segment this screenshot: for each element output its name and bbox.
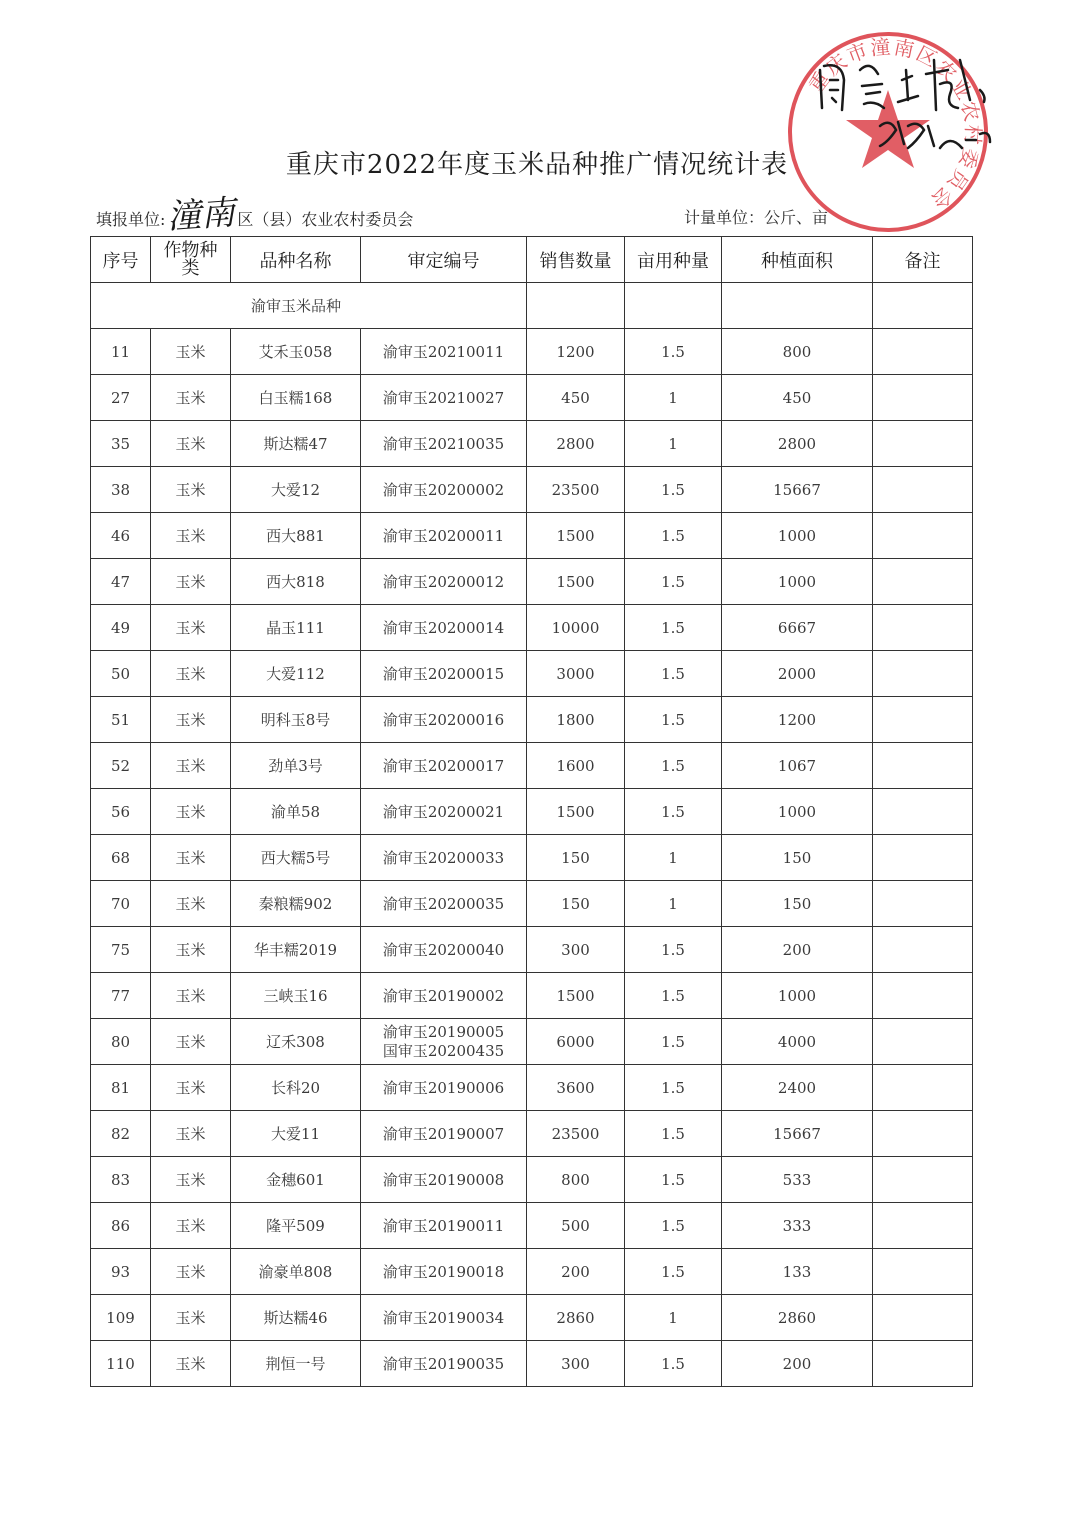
cell-crop: 玉米 <box>151 973 231 1019</box>
cell-code: 渝审玉20210011 <box>361 329 527 375</box>
cell-note <box>873 513 973 559</box>
cell-area: 1000 <box>722 973 873 1019</box>
cell-sales: 2800 <box>527 421 625 467</box>
cell-variety: 渝豪单808 <box>231 1249 361 1295</box>
cell-variety: 斯达糯47 <box>231 421 361 467</box>
cell-no: 47 <box>91 559 151 605</box>
cell-sales: 2860 <box>527 1295 625 1341</box>
cell-note <box>873 927 973 973</box>
cell-area: 4000 <box>722 1019 873 1065</box>
table-header-row <box>91 237 973 283</box>
cell-variety: 隆平509 <box>231 1203 361 1249</box>
cell-code: 渝审玉20200021 <box>361 789 527 835</box>
cell-seed-per-mu: 1 <box>625 835 722 881</box>
cell-crop: 玉米 <box>151 605 231 651</box>
cell-code <box>361 1019 527 1065</box>
cell-note <box>873 329 973 375</box>
cell-seed-per-mu: 1.5 <box>625 1249 722 1295</box>
cell-seed-per-mu: 1 <box>625 1295 722 1341</box>
cell-crop: 玉米 <box>151 697 231 743</box>
cell-code: 渝审玉20190006 <box>361 1065 527 1111</box>
cell-sales: 23500 <box>527 1111 625 1157</box>
cell-seed-per-mu: 1.5 <box>625 1019 722 1065</box>
cell-no: 83 <box>91 1157 151 1203</box>
statistics-table <box>90 236 973 1387</box>
cell-area: 1000 <box>722 789 873 835</box>
cell-note <box>873 1341 973 1387</box>
cell-code: 渝审玉20190008 <box>361 1157 527 1203</box>
cell-area: 133 <box>722 1249 873 1295</box>
cell-note <box>873 1157 973 1203</box>
cell-variety: 西大818 <box>231 559 361 605</box>
cell-sales: 1500 <box>527 559 625 605</box>
cell-sales: 23500 <box>527 467 625 513</box>
cell-no: 27 <box>91 375 151 421</box>
cell-area: 1200 <box>722 697 873 743</box>
table-row <box>91 559 973 605</box>
cell-code: 渝审玉20200017 <box>361 743 527 789</box>
cell-crop: 玉米 <box>151 743 231 789</box>
cell-sales: 1500 <box>527 513 625 559</box>
table-cell <box>625 283 722 329</box>
cell-area: 150 <box>722 881 873 927</box>
cell-area: 1000 <box>722 513 873 559</box>
cell-area: 200 <box>722 1341 873 1387</box>
measure-unit: 计量单位：公斤、亩 <box>684 208 829 227</box>
cell-sales: 1500 <box>527 789 625 835</box>
cell-area: 1067 <box>722 743 873 789</box>
report-unit-suffix: 区（县）农业农村委员会 <box>237 210 414 229</box>
cell-note <box>873 789 973 835</box>
cell-area: 200 <box>722 927 873 973</box>
cell-note <box>873 1019 973 1065</box>
report-unit-label: 填报单位: <box>96 210 166 229</box>
cell-no: 81 <box>91 1065 151 1111</box>
cell-no: 50 <box>91 651 151 697</box>
cell-code: 渝审玉20210027 <box>361 375 527 421</box>
cell-code-line: 国审玉20200435 <box>382 1041 505 1060</box>
cell-code: 渝审玉20200014 <box>361 605 527 651</box>
table-row <box>91 789 973 835</box>
cell-crop: 玉米 <box>151 329 231 375</box>
cell-sales: 800 <box>527 1157 625 1203</box>
cell-code-line: 渝审玉20190005 <box>382 1022 505 1041</box>
cell-seed-per-mu: 1.5 <box>625 1065 722 1111</box>
cell-sales: 6000 <box>527 1019 625 1065</box>
cell-area: 2800 <box>722 421 873 467</box>
cell-variety: 艾禾玉058 <box>231 329 361 375</box>
cell-sales: 200 <box>527 1249 625 1295</box>
cell-note <box>873 467 973 513</box>
cell-area: 1000 <box>722 559 873 605</box>
cell-crop: 玉米 <box>151 375 231 421</box>
cell-no: 38 <box>91 467 151 513</box>
table-row <box>91 927 973 973</box>
cell-variety: 辽禾308 <box>231 1019 361 1065</box>
cell-seed-per-mu: 1.5 <box>625 329 722 375</box>
cell-crop: 玉米 <box>151 1295 231 1341</box>
cell-area: 6667 <box>722 605 873 651</box>
header-seed-per-mu: 亩用种量 <box>625 237 722 283</box>
cell-seed-per-mu: 1.5 <box>625 1157 722 1203</box>
cell-variety: 长科20 <box>231 1065 361 1111</box>
cell-no: 86 <box>91 1203 151 1249</box>
cell-code: 渝审玉20190007 <box>361 1111 527 1157</box>
section-label: 渝审玉米品种 <box>91 283 527 329</box>
cell-sales: 1200 <box>527 329 625 375</box>
cell-note <box>873 1111 973 1157</box>
cell-code: 渝审玉20190011 <box>361 1203 527 1249</box>
cell-sales: 1500 <box>527 973 625 1019</box>
cell-no: 51 <box>91 697 151 743</box>
cell-crop: 玉米 <box>151 927 231 973</box>
cell-variety: 晶玉111 <box>231 605 361 651</box>
cell-variety: 荆恒一号 <box>231 1341 361 1387</box>
table-row <box>91 375 973 421</box>
cell-crop: 玉米 <box>151 835 231 881</box>
table-row <box>91 605 973 651</box>
cell-no: 52 <box>91 743 151 789</box>
cell-variety: 大爱11 <box>231 1111 361 1157</box>
cell-crop: 玉米 <box>151 421 231 467</box>
cell-crop: 玉米 <box>151 513 231 559</box>
cell-seed-per-mu: 1.5 <box>625 1341 722 1387</box>
cell-note <box>873 421 973 467</box>
cell-variety: 大爱12 <box>231 467 361 513</box>
table-row <box>91 1295 973 1341</box>
cell-no: 68 <box>91 835 151 881</box>
cell-no: 35 <box>91 421 151 467</box>
table-row <box>91 697 973 743</box>
cell-area: 2860 <box>722 1295 873 1341</box>
cell-no: 75 <box>91 927 151 973</box>
cell-sales: 3600 <box>527 1065 625 1111</box>
cell-area: 333 <box>722 1203 873 1249</box>
cell-seed-per-mu: 1.5 <box>625 559 722 605</box>
cell-no: 56 <box>91 789 151 835</box>
cell-sales: 150 <box>527 881 625 927</box>
cell-code: 渝审玉20200016 <box>361 697 527 743</box>
cell-sales: 300 <box>527 1341 625 1387</box>
cell-code: 渝审玉20200012 <box>361 559 527 605</box>
table-row <box>91 835 973 881</box>
table-row <box>91 467 973 513</box>
cell-code: 渝审玉20200033 <box>361 835 527 881</box>
table-row <box>91 743 973 789</box>
cell-no: 109 <box>91 1295 151 1341</box>
cell-variety: 金穗601 <box>231 1157 361 1203</box>
cell-variety: 大爱112 <box>231 651 361 697</box>
header-no: 序号 <box>91 237 151 283</box>
table-row <box>91 1019 973 1065</box>
table-row <box>91 513 973 559</box>
cell-crop: 玉米 <box>151 1157 231 1203</box>
cell-crop: 玉米 <box>151 467 231 513</box>
cell-note <box>873 1249 973 1295</box>
cell-note <box>873 651 973 697</box>
table-row <box>91 1157 973 1203</box>
cell-seed-per-mu: 1.5 <box>625 697 722 743</box>
cell-seed-per-mu: 1.5 <box>625 513 722 559</box>
cell-note <box>873 1065 973 1111</box>
cell-seed-per-mu: 1.5 <box>625 605 722 651</box>
cell-variety: 劲单3号 <box>231 743 361 789</box>
cell-crop: 玉米 <box>151 1203 231 1249</box>
cell-area: 533 <box>722 1157 873 1203</box>
table-row <box>91 1065 973 1111</box>
header-note: 备注 <box>873 237 973 283</box>
cell-code: 渝审玉20190018 <box>361 1249 527 1295</box>
cell-code: 渝审玉20200011 <box>361 513 527 559</box>
cell-crop: 玉米 <box>151 1341 231 1387</box>
table-row <box>91 1111 973 1157</box>
cell-no: 110 <box>91 1341 151 1387</box>
table-row <box>91 973 973 1019</box>
cell-crop: 玉米 <box>151 651 231 697</box>
cell-seed-per-mu: 1 <box>625 375 722 421</box>
cell-area: 15667 <box>722 1111 873 1157</box>
cell-area: 800 <box>722 329 873 375</box>
header-code: 审定编号 <box>361 237 527 283</box>
table-row <box>91 1203 973 1249</box>
cell-seed-per-mu: 1.5 <box>625 743 722 789</box>
cell-code: 渝审玉20200002 <box>361 467 527 513</box>
cell-no: 77 <box>91 973 151 1019</box>
cell-sales: 3000 <box>527 651 625 697</box>
header-area: 种植面积 <box>722 237 873 283</box>
table-row <box>91 1341 973 1387</box>
cell-crop: 玉米 <box>151 559 231 605</box>
section-row <box>91 283 973 329</box>
table-cell <box>527 283 625 329</box>
cell-note <box>873 973 973 1019</box>
cell-seed-per-mu: 1.5 <box>625 651 722 697</box>
cell-code: 渝审玉20200040 <box>361 927 527 973</box>
cell-no: 49 <box>91 605 151 651</box>
cell-note <box>873 375 973 421</box>
cell-note <box>873 1203 973 1249</box>
cell-note <box>873 881 973 927</box>
cell-variety: 明科玉8号 <box>231 697 361 743</box>
cell-code: 渝审玉20190002 <box>361 973 527 1019</box>
cell-crop: 玉米 <box>151 789 231 835</box>
cell-sales: 150 <box>527 835 625 881</box>
cell-variety: 西大糯5号 <box>231 835 361 881</box>
seal-text: 重庆市潼南区农业农村委员会 <box>803 34 986 215</box>
cell-variety: 白玉糯168 <box>231 375 361 421</box>
cell-no: 46 <box>91 513 151 559</box>
cell-no: 93 <box>91 1249 151 1295</box>
cell-variety: 华丰糯2019 <box>231 927 361 973</box>
cell-code: 渝审玉20200035 <box>361 881 527 927</box>
page-title: 重庆市2022年度玉米品种推广情况统计表 <box>285 150 789 180</box>
report-unit <box>96 192 414 238</box>
cell-seed-per-mu: 1.5 <box>625 789 722 835</box>
cell-crop: 玉米 <box>151 1111 231 1157</box>
table-row <box>91 329 973 375</box>
cell-area: 15667 <box>722 467 873 513</box>
header-variety: 品种名称 <box>231 237 361 283</box>
cell-sales: 300 <box>527 927 625 973</box>
table-cell <box>873 283 973 329</box>
cell-crop: 玉米 <box>151 1065 231 1111</box>
cell-seed-per-mu: 1.5 <box>625 1111 722 1157</box>
cell-crop: 玉米 <box>151 1249 231 1295</box>
cell-sales: 1800 <box>527 697 625 743</box>
cell-sales: 450 <box>527 375 625 421</box>
table-cell <box>722 283 873 329</box>
cell-crop: 玉米 <box>151 1019 231 1065</box>
cell-note <box>873 605 973 651</box>
table-row <box>91 651 973 697</box>
cell-note <box>873 1295 973 1341</box>
table-row <box>91 421 973 467</box>
cell-area: 450 <box>722 375 873 421</box>
cell-code: 渝审玉20190035 <box>361 1341 527 1387</box>
cell-sales: 1600 <box>527 743 625 789</box>
cell-area: 2000 <box>722 651 873 697</box>
cell-seed-per-mu: 1 <box>625 421 722 467</box>
cell-variety: 三峡玉16 <box>231 973 361 1019</box>
cell-note <box>873 697 973 743</box>
report-unit-handwritten: 潼南 <box>166 192 237 238</box>
table-row <box>91 1249 973 1295</box>
header-crop-text: 作物种类 <box>163 239 218 279</box>
cell-note <box>873 743 973 789</box>
cell-area: 2400 <box>722 1065 873 1111</box>
cell-seed-per-mu: 1.5 <box>625 973 722 1019</box>
cell-variety: 西大881 <box>231 513 361 559</box>
cell-no: 82 <box>91 1111 151 1157</box>
cell-code: 渝审玉20200015 <box>361 651 527 697</box>
cell-no: 80 <box>91 1019 151 1065</box>
cell-crop: 玉米 <box>151 881 231 927</box>
cell-variety: 秦粮糯902 <box>231 881 361 927</box>
cell-sales: 10000 <box>527 605 625 651</box>
cell-note <box>873 835 973 881</box>
header-crop <box>151 237 231 283</box>
cell-code: 渝审玉20190034 <box>361 1295 527 1341</box>
table-row <box>91 881 973 927</box>
cell-seed-per-mu: 1 <box>625 881 722 927</box>
cell-variety: 斯达糯46 <box>231 1295 361 1341</box>
cell-seed-per-mu: 1.5 <box>625 927 722 973</box>
cell-area: 150 <box>722 835 873 881</box>
header-sales: 销售数量 <box>527 237 625 283</box>
cell-note <box>873 559 973 605</box>
cell-sales: 500 <box>527 1203 625 1249</box>
cell-variety: 渝单58 <box>231 789 361 835</box>
cell-no: 11 <box>91 329 151 375</box>
cell-seed-per-mu: 1.5 <box>625 467 722 513</box>
cell-seed-per-mu: 1.5 <box>625 1203 722 1249</box>
cell-no: 70 <box>91 881 151 927</box>
cell-code: 渝审玉20210035 <box>361 421 527 467</box>
